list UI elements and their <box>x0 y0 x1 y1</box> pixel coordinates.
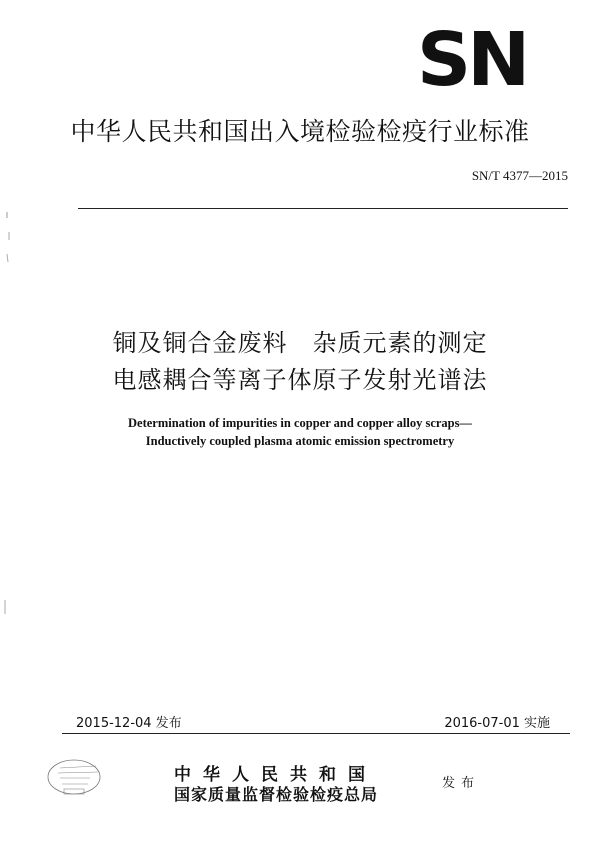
issue-word: 发布 <box>442 776 481 791</box>
issuer-agency: 国家质量监督检验检疫总局 <box>174 785 379 804</box>
standard-number: SN/T 4377—2015 <box>471 168 568 183</box>
footer-divider <box>62 733 570 734</box>
issuer-country: 中华人民共和国 <box>174 765 377 785</box>
issue-date: 2015-12-04 发布 <box>76 716 182 731</box>
title-cn-line2: 电感耦合等离子体原子发射光谱法 <box>112 366 488 394</box>
implement-date: 2016-07-01 实施 <box>444 716 550 731</box>
org-title: 中华人民共和国出入境检验检疫行业标准 <box>70 117 530 146</box>
header-divider <box>78 208 568 209</box>
title-en-line1: Determination of impurities in copper and copper alloy scraps— <box>128 416 472 430</box>
title-en-line2: Inductively coupled plasma atomic emission spectrometry <box>145 434 455 448</box>
margin-scan-marks-lower <box>2 598 8 618</box>
sn-logo: SN <box>416 17 527 103</box>
library-stamp <box>38 754 122 800</box>
title-cn-line1: 铜及铜合金废料 杂质元素的测定 <box>112 329 488 357</box>
margin-scan-marks <box>4 210 12 270</box>
